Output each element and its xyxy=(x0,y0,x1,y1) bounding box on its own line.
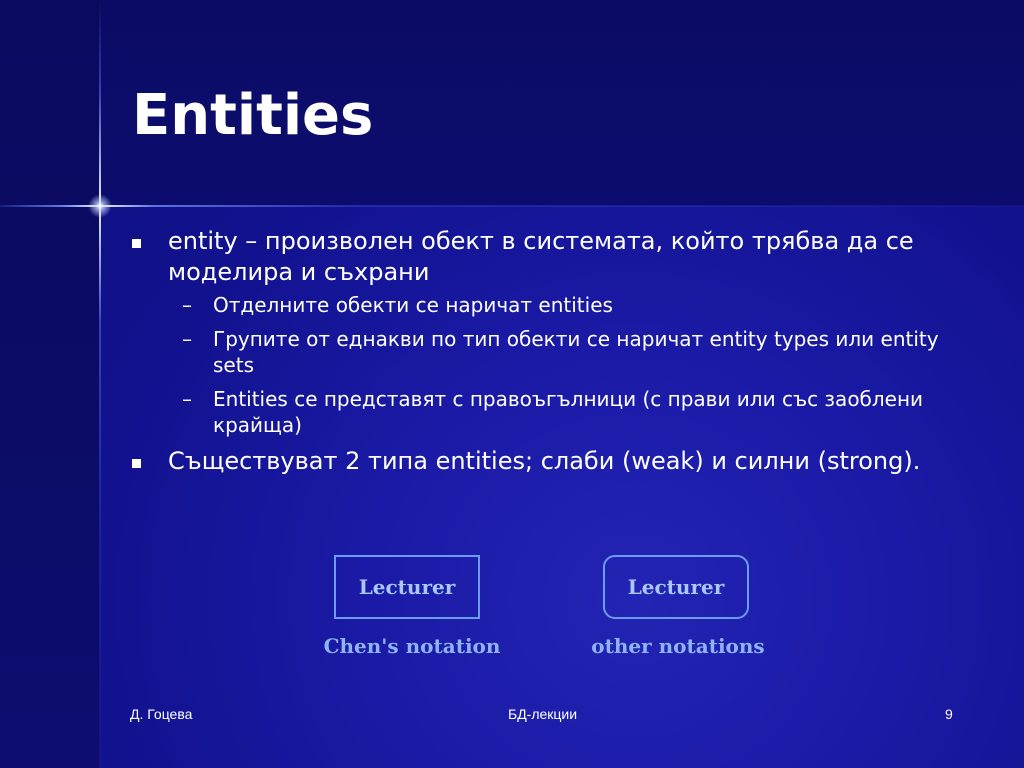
sub-bullet-item xyxy=(130,326,970,378)
sub-bullet-text: Групите от еднакви по тип обекти се наричат entity types или entity sets xyxy=(213,327,939,377)
chen-notation-caption: Chen's notation xyxy=(323,634,501,658)
slide-body xyxy=(130,226,970,477)
horizontal-accent-line xyxy=(0,205,1024,207)
other-notations-caption: other notations xyxy=(591,634,765,658)
footer-course: БД-лекции xyxy=(508,706,578,722)
footer-author: Д. Гоцева xyxy=(130,706,193,722)
chen-entity-label: Lecturer xyxy=(358,575,456,599)
dash-marker: – xyxy=(182,327,192,351)
bullet-text: entity – произволен обект в системата, който трябва да се моделира и съхрани xyxy=(168,227,914,286)
bullet-item xyxy=(130,446,970,477)
sub-bullet-text: Отделните обекти се наричат entities xyxy=(213,293,613,317)
bullet-item xyxy=(130,226,970,288)
sparkle-icon xyxy=(88,194,112,218)
square-bullet-icon xyxy=(132,239,141,248)
rounded-entity-box xyxy=(603,555,749,619)
square-bullet-icon xyxy=(132,459,141,468)
chen-entity-box xyxy=(334,555,480,619)
vertical-accent-line xyxy=(99,0,101,768)
sub-bullet-text: Entities се представят с правоъгълници (с прави или със заоблени крайща) xyxy=(213,387,924,437)
bullet-text: Съществуват 2 типа entities; слаби (weak) и силни (strong). xyxy=(168,447,921,475)
sub-bullet-item xyxy=(130,292,970,318)
left-decor-band xyxy=(0,0,100,768)
footer-page-number: 9 xyxy=(945,706,953,722)
dash-marker: – xyxy=(182,387,192,411)
slide-title: Entities xyxy=(132,83,374,148)
sub-bullet-item xyxy=(130,386,970,438)
sub-bullet-list xyxy=(130,292,970,438)
dash-marker: – xyxy=(182,293,192,317)
rounded-entity-label: Lecturer xyxy=(627,575,725,599)
